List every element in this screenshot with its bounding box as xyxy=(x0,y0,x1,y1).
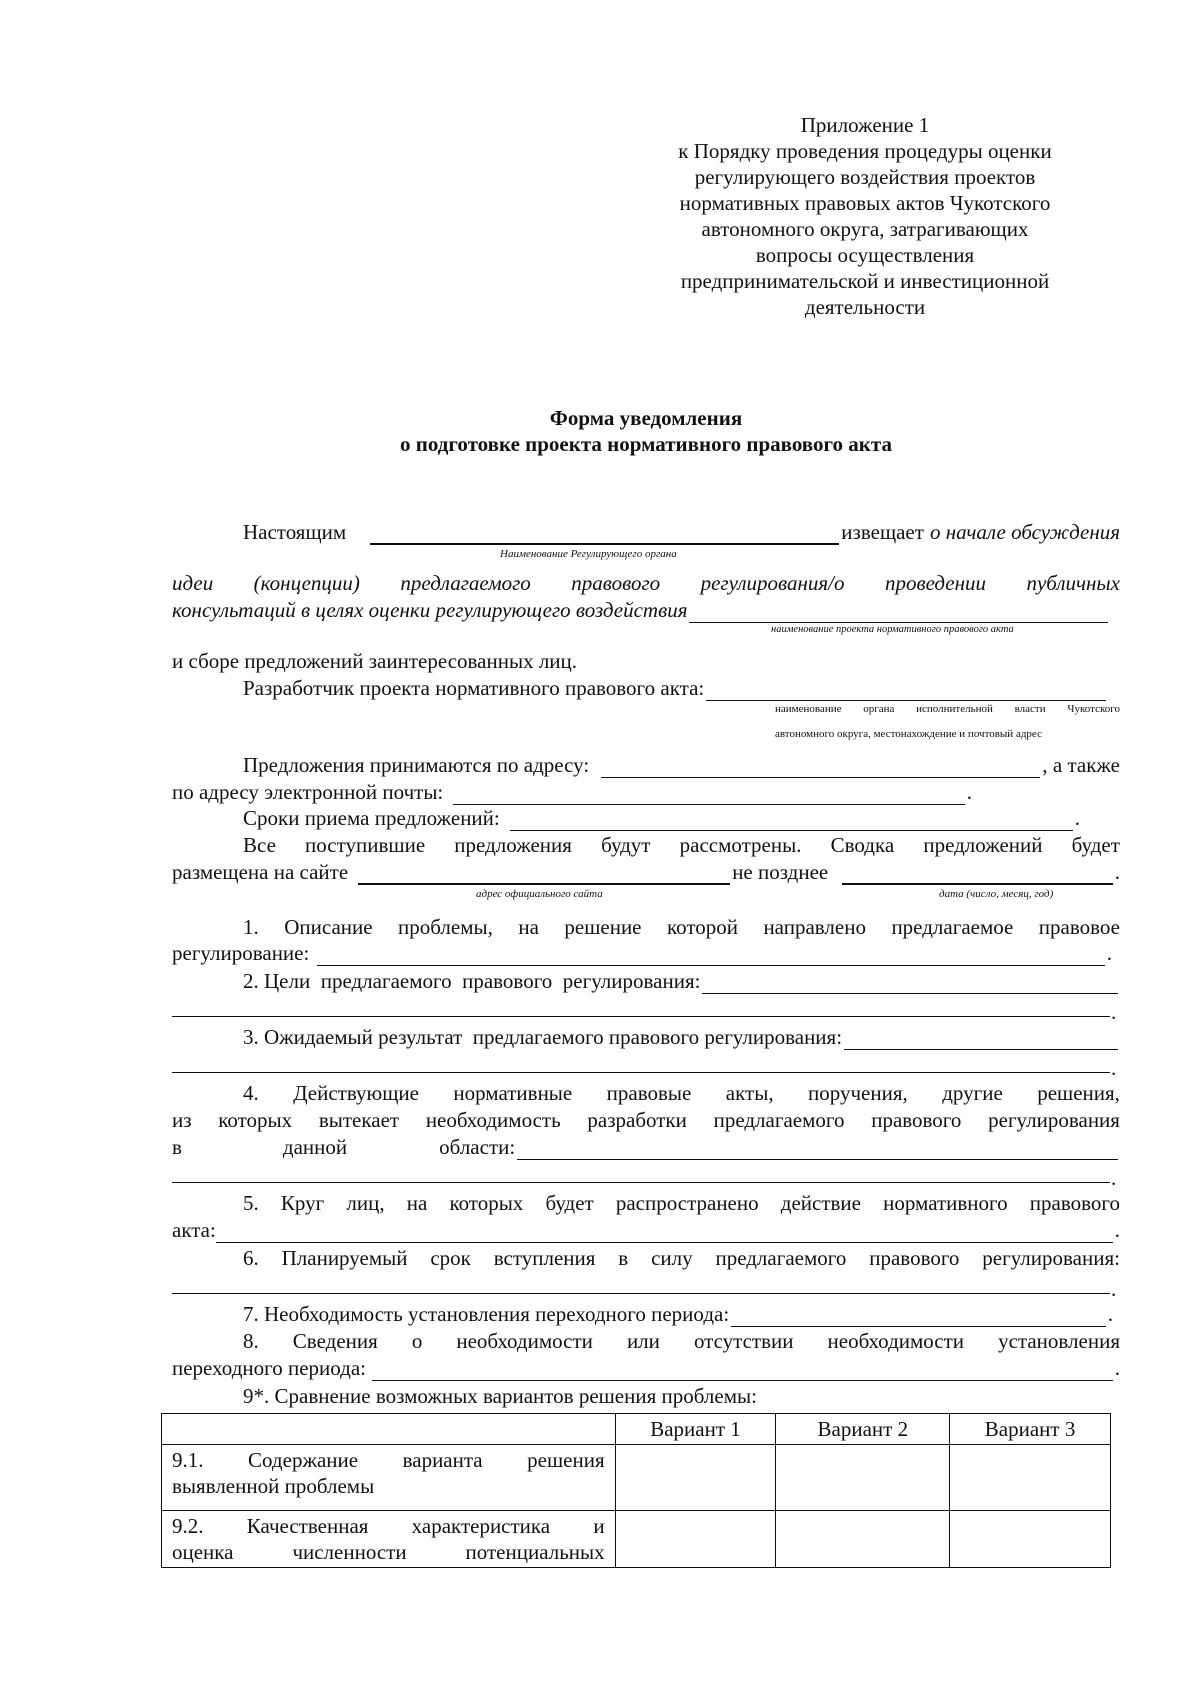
item-1-line-1: 1. Описание проблемы, на решение которой направлено предлагаемое правовое xyxy=(243,915,1120,939)
date-field[interactable] xyxy=(842,864,1113,885)
table-header-variant-1: Вариант 1 xyxy=(615,1414,776,1445)
item-3-line: 3. Ожидаемый результат предлагаемого правового регулирования: xyxy=(243,1024,1120,1050)
table-header-cell xyxy=(162,1414,616,1445)
table-row-label: 9.1. Содержание варианта решения выявленной проблемы xyxy=(162,1445,616,1511)
item-4-period: . xyxy=(1111,1166,1117,1190)
item-4-line-1: 4. Действующие нормативные правовые акты, поручения, другие решения, xyxy=(243,1081,1120,1105)
appendix-line: автономного округа, затрагивающих xyxy=(701,217,1029,241)
intro-line-4: и сборе предложений заинтересованных лиц. xyxy=(172,649,578,673)
item-3-period: . xyxy=(1111,1056,1117,1080)
appendix-line: регулирующего воздействия проектов xyxy=(694,165,1036,189)
item-1-line-2: регулирование: . xyxy=(172,941,1112,965)
intro-line-2: идеи (концепции) предлагаемого правового регулирования/о проведении публичных xyxy=(172,571,1120,595)
item-3-continuation-field[interactable] xyxy=(172,1072,1110,1073)
email-line: по адресу электронной почты: . xyxy=(172,780,972,804)
table-cell-variant-3[interactable] xyxy=(950,1445,1111,1511)
item-8-line-2: переходного периода: . xyxy=(172,1356,1120,1380)
item-3-field[interactable] xyxy=(844,1030,1118,1050)
item-4-field[interactable] xyxy=(517,1140,1118,1160)
hint-developer-2: автономного округа, местонахождение и почтовый адрес xyxy=(775,728,1042,740)
item-5-line-2: акта: . xyxy=(172,1218,1120,1242)
hint-developer-1: наименование органа исполнительной власти Чукотского xyxy=(775,703,1120,715)
item-2-period: . xyxy=(1111,1000,1117,1024)
item-7-field[interactable] xyxy=(731,1307,1106,1327)
terms-field[interactable] xyxy=(510,811,1073,831)
appendix-line: предпринимательской и инвестиционной xyxy=(680,269,1050,293)
table-header-row xyxy=(162,1414,1111,1445)
appendix-header xyxy=(650,112,1080,320)
item-8-field[interactable] xyxy=(372,1361,1113,1381)
hint-date: дата (число, месяц, год) xyxy=(939,888,1054,900)
site-field[interactable] xyxy=(358,864,730,885)
table-cell-variant-2[interactable] xyxy=(776,1511,950,1568)
item-7-line: 7. Необходимость установления переходного периода: . xyxy=(243,1302,1113,1326)
item-2-field[interactable] xyxy=(702,974,1118,994)
hint-site: адрес официального сайта xyxy=(476,888,603,900)
address-line: Предложения принимаются по адресу: , а также xyxy=(243,753,1120,777)
variants-comparison-table xyxy=(161,1413,1111,1568)
table-cell-variant-1[interactable] xyxy=(615,1511,776,1568)
developer-line: Разработчик проекта нормативного правового акта: xyxy=(243,675,1108,701)
appendix-line: нормативных правовых актов Чукотского xyxy=(679,191,1051,215)
item-6-period: . xyxy=(1111,1277,1117,1301)
form-title-line-2: о подготовке проекта нормативного правового акта xyxy=(400,432,892,456)
site-line: размещена на сайте не позднее . xyxy=(172,860,1120,884)
table-cell-variant-1[interactable] xyxy=(615,1445,776,1511)
terms-line: Сроки приема предложений: . xyxy=(243,806,1080,830)
item-6-line: 6. Планируемый срок вступления в силу предлагаемого правового регулирования: xyxy=(243,1246,1120,1270)
table-cell-variant-2[interactable] xyxy=(776,1445,950,1511)
table-row xyxy=(162,1445,1111,1511)
item-6-continuation-field[interactable] xyxy=(172,1293,1110,1294)
email-field[interactable] xyxy=(453,785,964,805)
table-row xyxy=(162,1511,1111,1568)
developer-field[interactable] xyxy=(706,681,1106,701)
appendix-line: вопросы осуществления xyxy=(755,243,975,267)
item-5-line-1: 5. Круг лиц, на которых будет распространено действие нормативного правового xyxy=(243,1191,1120,1215)
table-cell-variant-3[interactable] xyxy=(950,1511,1111,1568)
item-1-field[interactable] xyxy=(317,946,1104,966)
table-header-variant-3: Вариант 3 xyxy=(950,1414,1111,1445)
item-4-continuation-field[interactable] xyxy=(172,1182,1110,1183)
form-title-line-1: Форма уведомления xyxy=(549,406,743,430)
item-5-field[interactable] xyxy=(216,1223,1113,1243)
item-4-line-3: в данной области: xyxy=(172,1134,1120,1160)
intro-line-1: Настоящим извещает о начале обсуждения xyxy=(243,520,1120,544)
table-header-variant-2: Вариант 2 xyxy=(776,1414,950,1445)
appendix-line: Приложение 1 xyxy=(800,113,930,137)
hint-regulator: Наименование Регулирующего органа xyxy=(500,548,677,560)
item-9-line: 9*. Сравнение возможных вариантов решения проблемы: xyxy=(243,1384,757,1408)
appendix-line: деятельности xyxy=(804,295,926,319)
item-2-continuation-field[interactable] xyxy=(172,1016,1110,1017)
regulator-name-field[interactable] xyxy=(370,524,839,545)
act-name-field[interactable] xyxy=(689,603,1108,623)
item-2-line: 2. Цели предлагаемого правового регулирования: xyxy=(243,968,1120,994)
item-4-line-2: из которых вытекает необходимость разработки предлагаемого правового регулирования xyxy=(172,1108,1120,1132)
intro-line-3: консультаций в целях оценки регулирующего воздействия xyxy=(172,597,1110,623)
table-row-label: 9.2. Качественная характеристика и оценка численности потенциальных xyxy=(162,1511,616,1568)
item-8-line-1: 8. Сведения о необходимости или отсутствии необходимости установления xyxy=(243,1329,1120,1353)
review-line: Все поступившие предложения будут рассмотрены. Сводка предложений будет xyxy=(243,833,1120,857)
hint-act: наименование проекта нормативного правового акта xyxy=(771,624,1014,635)
address-field[interactable] xyxy=(601,758,1040,778)
appendix-line: к Порядку проведения процедуры оценки xyxy=(678,139,1052,163)
